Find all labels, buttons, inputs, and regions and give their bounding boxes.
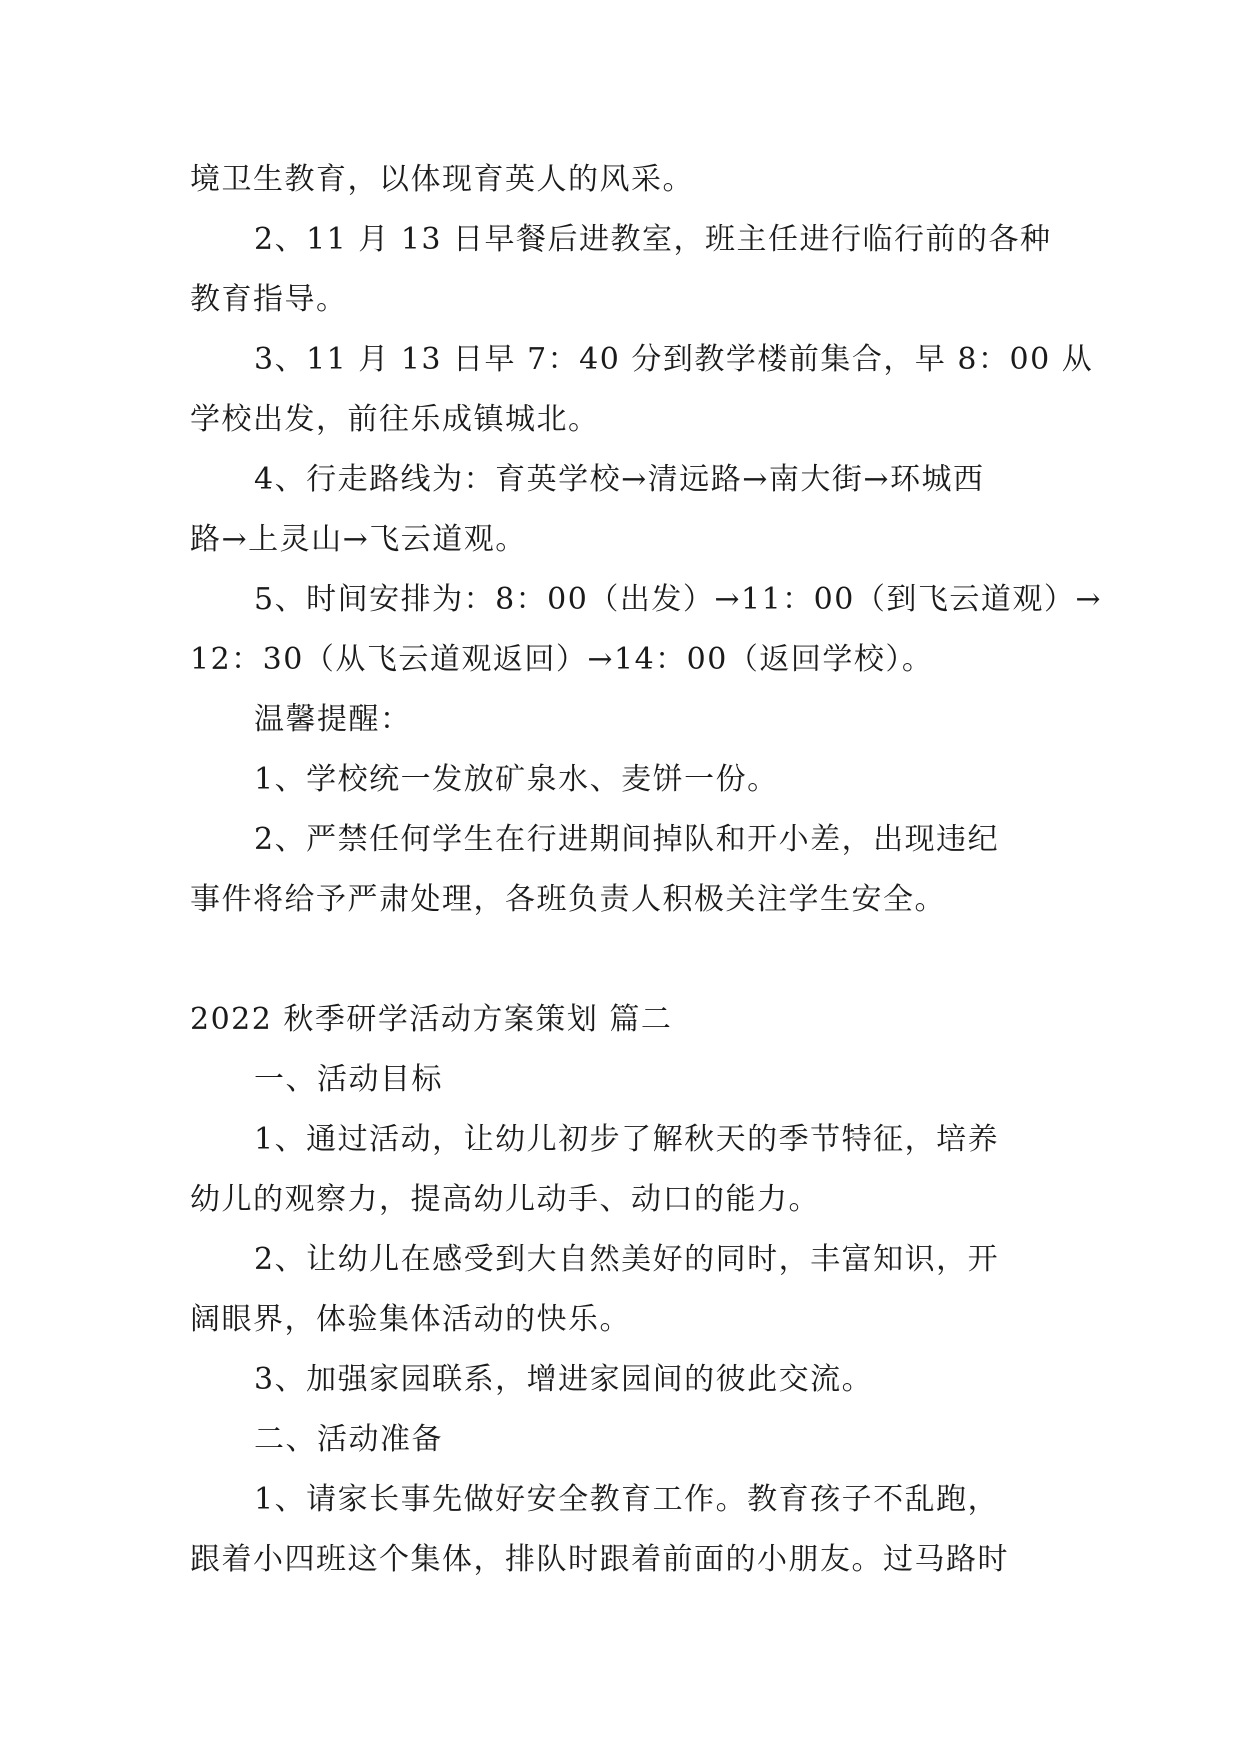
- paragraph-line: 2、11 月 13 日早餐后进教室，班主任进行临行前的各种: [254, 222, 1052, 257]
- heading-line: 一、活动目标: [254, 1062, 443, 1097]
- paragraph-line: 境卫生教育，以体现育英人的风采。: [190, 162, 694, 197]
- paragraph-line: 阔眼界，体验集体活动的快乐。: [190, 1302, 631, 1337]
- document-page: [190, 150, 1102, 1590]
- paragraph-line: 4、行走路线为：育英学校→清远路→南大街→环城西: [254, 462, 985, 497]
- section-spacer: [190, 930, 1052, 990]
- paragraph-line: 教育指导。: [190, 282, 348, 317]
- paragraph-line: 1、请家长事先做好安全教育工作。教育孩子不乱跑，: [254, 1482, 1000, 1517]
- paragraph-line: 温馨提醒：: [254, 702, 412, 737]
- paragraph-line: 路→上灵山→飞云道观。: [190, 522, 527, 557]
- paragraph-line: 事件将给予严肃处理，各班负责人积极关注学生安全。: [190, 882, 946, 917]
- paragraph-line: 5、时间安排为：8：00（出发）→11：00（到飞云道观）→: [254, 582, 1102, 617]
- paragraph-line: 12：30（从飞云道观返回）→14：00（返回学校）。: [190, 642, 934, 677]
- section-title: 2022 秋季研学活动方案策划 篇二: [190, 1002, 673, 1037]
- heading-line: 二、活动准备: [254, 1422, 443, 1457]
- paragraph-line: 3、11 月 13 日早 7：40 分到教学楼前集合，早 8：00 从: [254, 342, 1094, 377]
- paragraph-line: 3、加强家园联系，增进家园间的彼此交流。: [254, 1362, 874, 1397]
- paragraph-line: 幼儿的观察力，提高幼儿动手、动口的能力。: [190, 1182, 820, 1217]
- paragraph-line: 1、学校统一发放矿泉水、麦饼一份。: [254, 762, 779, 797]
- paragraph-line: 1、通过活动，让幼儿初步了解秋天的季节特征，培养: [254, 1122, 1000, 1157]
- paragraph-line: 2、严禁任何学生在行进期间掉队和开小差，出现违纪: [254, 822, 1000, 857]
- paragraph-line: 2、让幼儿在感受到大自然美好的同时，丰富知识，开: [254, 1242, 1000, 1277]
- paragraph-line: 学校出发，前往乐成镇城北。: [190, 402, 600, 437]
- paragraph-line: 跟着小四班这个集体，排队时跟着前面的小朋友。过马路时: [190, 1542, 1009, 1577]
